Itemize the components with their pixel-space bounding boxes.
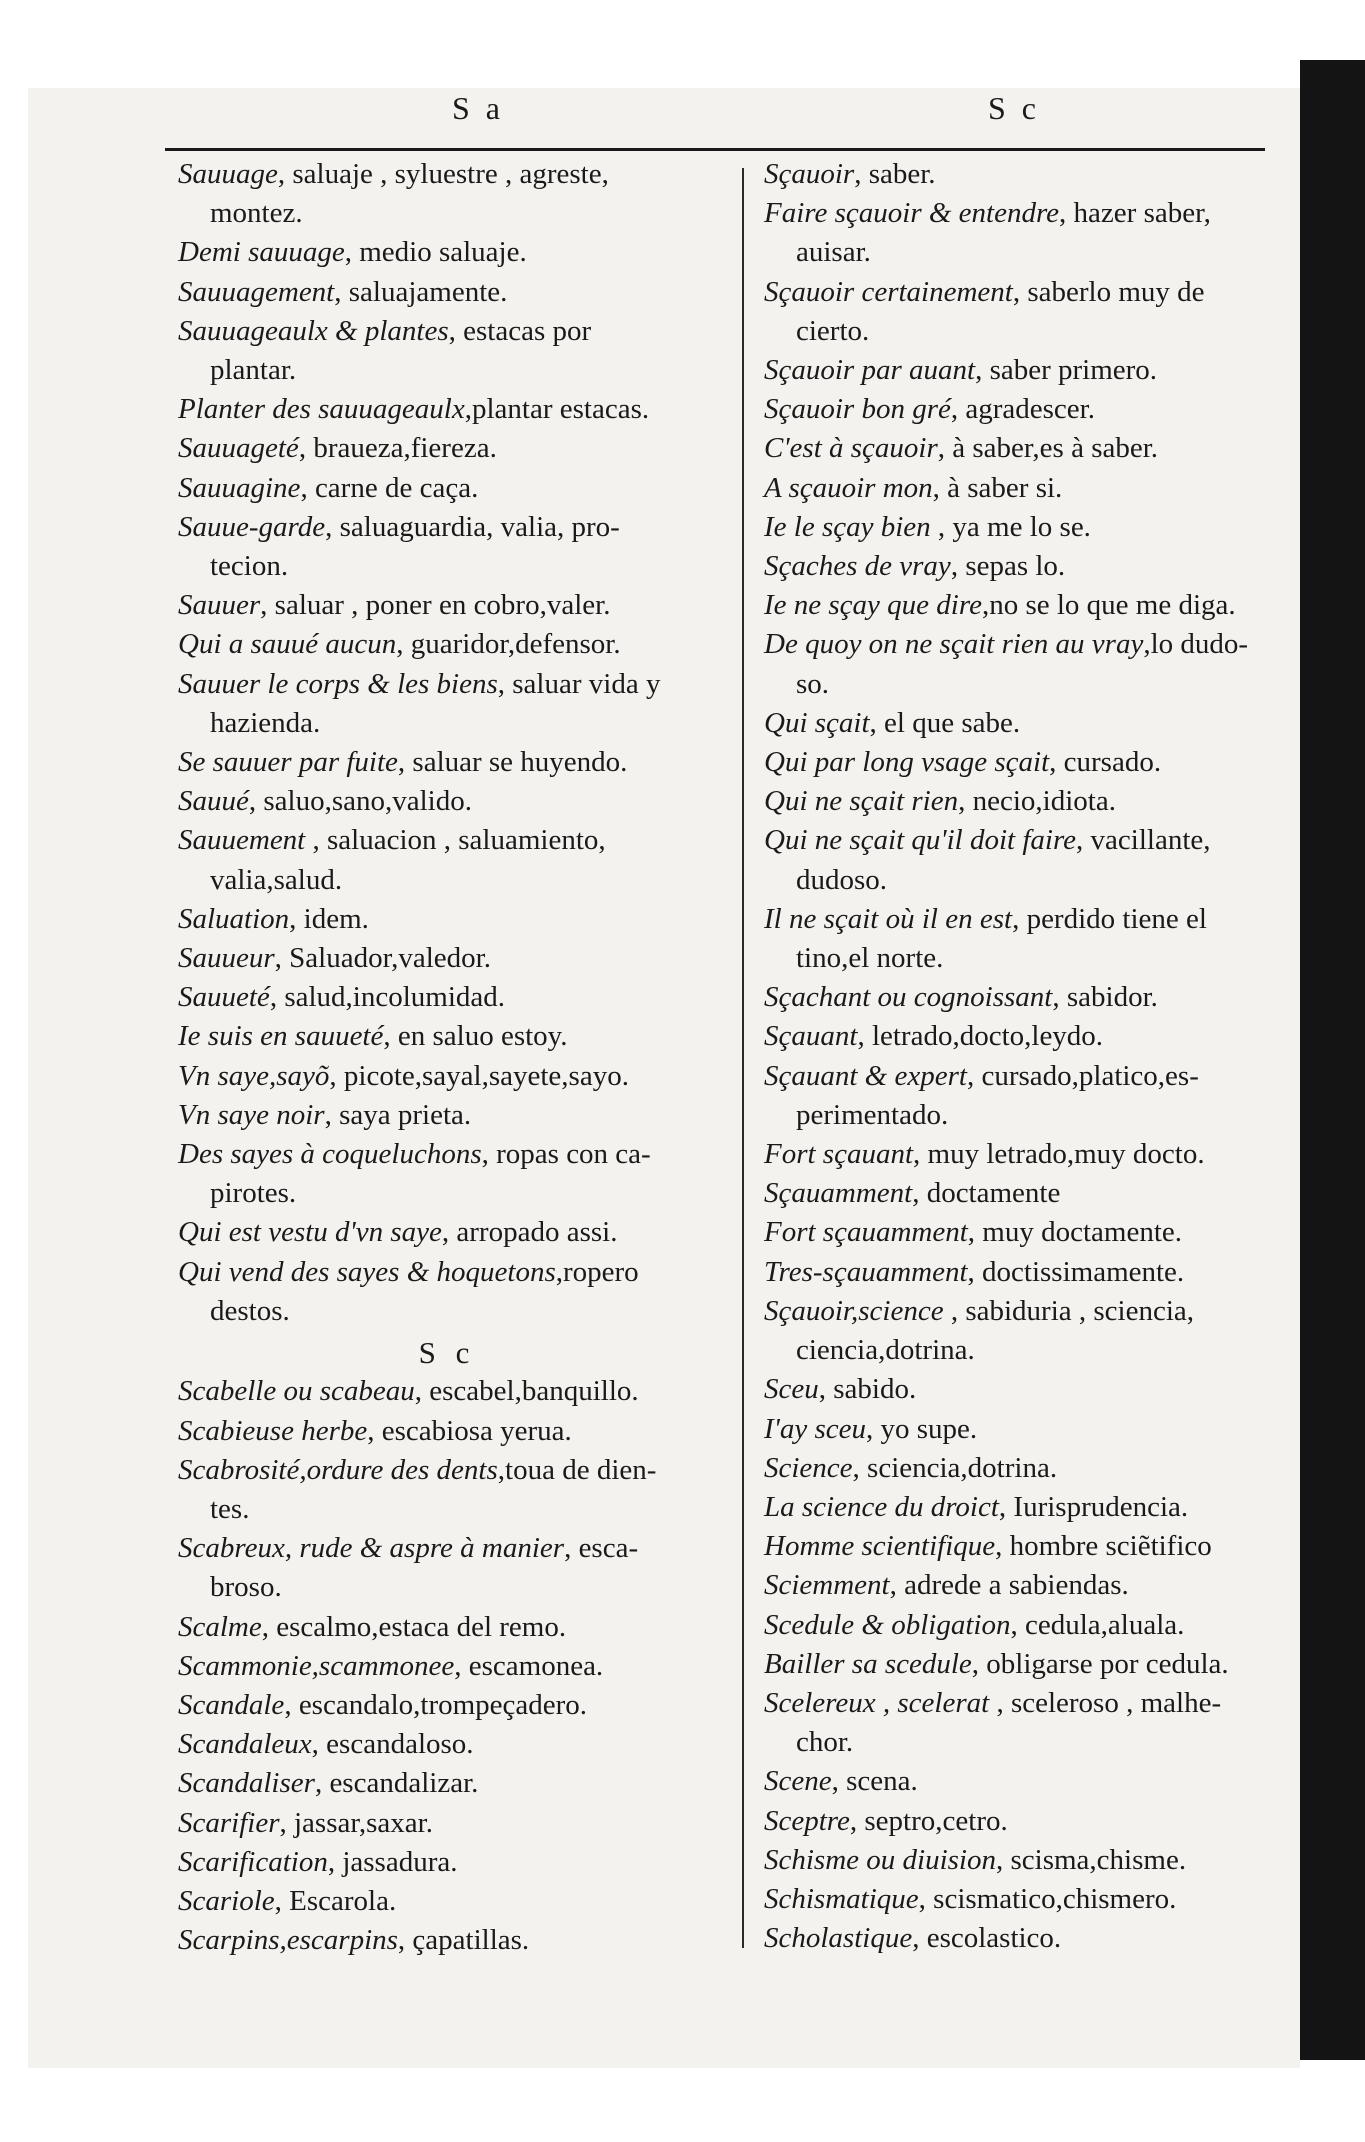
dictionary-entry [178, 1529, 716, 1607]
entry-headword: Sçauoir [764, 158, 855, 190]
entry-headword: Sauuageaulx & plantes [178, 314, 449, 347]
entry-translation: , yo supe. [866, 1412, 978, 1445]
entry-continuation: destos. [210, 1294, 290, 1327]
dictionary-entry [178, 743, 716, 782]
dictionary-entry [178, 782, 716, 821]
entry-translation: ,lo dudo- [1143, 628, 1249, 661]
entry-continuation: tes. [210, 1492, 250, 1525]
entry-headword: Sauueur [178, 942, 275, 975]
entry-headword: I'ay sceu [764, 1412, 867, 1445]
entry-headword: Qui est vestu d'vn saye [178, 1216, 442, 1249]
header-rule [165, 148, 1265, 151]
entry-continuation: hazienda. [210, 706, 321, 739]
entry-translation: , escalmo,estaca del remo. [261, 1610, 567, 1643]
entry-translation: , Escarola. [274, 1884, 397, 1917]
dictionary-entry [764, 782, 1274, 821]
entry-translation: , escabel,banquillo. [414, 1375, 639, 1408]
entry-headword: Scabelle ou scabeau [178, 1375, 415, 1408]
entry-continuation: dudoso. [796, 863, 888, 896]
section-heading: S c [418, 1335, 476, 1371]
entry-continuation: valia,salud. [210, 863, 343, 896]
entry-translation: ,plantar estacas. [464, 393, 650, 426]
dictionary-entry [178, 508, 716, 586]
dictionary-entry [178, 1804, 716, 1843]
entry-headword: Qui ne sçait rien [764, 785, 959, 818]
entry-translation: , obligarse por cedula. [971, 1647, 1229, 1680]
running-head-right: S c [988, 90, 1040, 126]
entry-continuation: plantar. [210, 354, 297, 387]
entry-headword: Sceu [764, 1373, 819, 1406]
dictionary-entry [764, 1606, 1274, 1645]
entry-headword: Sçauamment [764, 1177, 913, 1210]
dictionary-entry [764, 194, 1274, 272]
entry-translation: , saluar , poner en cobro,valer. [260, 589, 611, 622]
entry-continuation: perimentado. [796, 1098, 949, 1131]
entry-translation: , escandalo,trompeçadero. [284, 1688, 588, 1721]
entry-translation: , el que sabe. [869, 706, 1021, 739]
entry-headword: Sauuagine [178, 471, 301, 504]
dictionary-entry [764, 1017, 1274, 1056]
entry-translation: , çapatillas. [397, 1924, 530, 1957]
entry-headword: Fort sçauamment [764, 1216, 968, 1249]
entry-translation: , arropado assi. [441, 1216, 618, 1249]
entry-continuation: cierto. [796, 314, 870, 347]
entry-headword: Scandale [178, 1688, 285, 1721]
dictionary-entry [178, 1253, 716, 1331]
entry-translation: ,ropero [555, 1255, 639, 1288]
entry-headword: Sceptre [764, 1804, 850, 1837]
entry-headword: Scelereux , scelerat [764, 1686, 990, 1719]
entry-headword: Qui ne sçait qu'il doit faire [764, 824, 1077, 857]
dictionary-entry [764, 1292, 1274, 1370]
dictionary-entry [764, 1213, 1274, 1252]
entry-translation: , salud,incolumidad. [269, 981, 505, 1014]
dictionary-entry [178, 390, 716, 429]
dictionary-entry [764, 1566, 1274, 1605]
entry-translation: , idem. [289, 902, 369, 935]
dictionary-entry [764, 273, 1274, 351]
entry-headword: Scandaliser [178, 1767, 315, 1800]
entry-translation: , agradescer. [950, 393, 1095, 426]
dictionary-entry [764, 1880, 1274, 1919]
entry-headword: Sauuagement [178, 275, 335, 308]
dictionary-entry [178, 1213, 716, 1252]
dictionary-entry [764, 469, 1274, 508]
entry-continuation: tecion. [210, 550, 289, 583]
entry-headword: La science du droict [764, 1490, 999, 1523]
entry-headword: Sçauoir bon gré [764, 393, 951, 426]
entry-headword: Qui vend des sayes & hoquetons [178, 1255, 556, 1288]
entry-translation: , à saber,es à saber. [937, 432, 1159, 465]
entry-headword: A sçauoir mon [764, 471, 933, 504]
entry-headword: Ie ne sçay que dire [764, 589, 982, 622]
entry-headword: Scandaleux [178, 1728, 312, 1761]
entry-headword: Sçauoir,science [764, 1294, 944, 1327]
dictionary-entry [178, 312, 716, 390]
dictionary-entry [764, 586, 1274, 625]
entry-translation: , saber. [854, 158, 936, 190]
entry-continuation: chor. [796, 1726, 854, 1759]
entry-headword: Fort sçauant [764, 1138, 914, 1171]
dictionary-entry [178, 625, 716, 664]
entry-headword: Scarification [178, 1845, 328, 1878]
entry-headword: C'est à sçauoir [764, 432, 938, 465]
dictionary-entry [764, 625, 1274, 703]
dictionary-entry [764, 1488, 1274, 1527]
entry-headword: Faire sçauoir & entendre [764, 197, 1060, 230]
running-head-left: S a [452, 90, 504, 126]
entry-translation: , escolastico. [912, 1922, 1062, 1955]
dictionary-entry [178, 429, 716, 468]
entry-continuation: ciencia,dotrina. [796, 1334, 975, 1367]
entry-translation: , saluo,sano,valido. [248, 785, 472, 818]
entry-headword: Sçachant ou cognoissant [764, 981, 1053, 1014]
entry-headword: Scarpins,escarpins [178, 1924, 398, 1957]
entry-translation: , vacillante, [1076, 824, 1211, 857]
entry-translation: , escabiosa yerua. [367, 1414, 572, 1447]
entry-headword: Sçauoir certainement [764, 275, 1013, 308]
entry-headword: Qui sçait [764, 706, 870, 739]
entry-translation: , cedula,aluala. [1010, 1608, 1185, 1641]
entry-headword: Scabieuse herbe [178, 1414, 368, 1447]
entry-headword: Ie le sçay bien [764, 510, 931, 543]
dictionary-entry [764, 547, 1274, 586]
dictionary-entry [178, 1608, 716, 1647]
entry-translation: , muy doctamente. [967, 1216, 1182, 1249]
entry-headword: Planter des sauuageaulx [178, 393, 465, 426]
dictionary-entry [178, 900, 716, 939]
entry-headword: Sauuer [178, 589, 261, 622]
dictionary-entry [764, 1253, 1274, 1292]
entry-translation: , doctissimamente. [967, 1255, 1185, 1288]
entry-translation: , saluar se huyendo. [397, 746, 628, 779]
entry-continuation: broso. [210, 1571, 282, 1604]
entry-translation: , Iurisprudencia. [998, 1490, 1189, 1523]
entry-headword: Homme scientifique [764, 1530, 996, 1563]
entry-headword: Vn saye,sayõ [178, 1059, 330, 1092]
dictionary-entry [764, 1841, 1274, 1880]
entry-translation: , jassar,saxar. [279, 1806, 433, 1839]
dictionary-entry [178, 978, 716, 1017]
entry-headword: Demi sauuage [178, 236, 345, 269]
entry-headword: Schisme ou diuision [764, 1843, 996, 1876]
dictionary-entry [764, 1802, 1274, 1841]
entry-headword: De quoy on ne sçait rien au vray [764, 628, 1144, 661]
dictionary-entry [764, 390, 1274, 429]
entry-translation: , letrado,docto,leydo. [857, 1020, 1104, 1053]
entry-translation: , saluajamente. [334, 275, 508, 308]
dictionary-entry [178, 821, 716, 899]
dictionary-entry [764, 900, 1274, 978]
entry-translation: , escandaloso. [311, 1728, 474, 1761]
entry-translation: , escamonea. [454, 1649, 604, 1682]
entry-headword: Sçauoir par auant [764, 354, 976, 387]
entry-headword: Science [764, 1451, 853, 1484]
dictionary-entry [178, 155, 716, 233]
book-spine-shadow [1300, 60, 1365, 2060]
dictionary-entry [178, 939, 716, 978]
entry-translation: , sabidor. [1052, 981, 1158, 1014]
dictionary-entry [764, 1370, 1274, 1409]
entry-translation: , perdido tiene el [1012, 902, 1207, 935]
entry-translation: , hombre sciẽtifico [995, 1530, 1212, 1563]
dictionary-entry [178, 1647, 716, 1686]
entry-translation: , escandalizar. [314, 1767, 479, 1800]
dictionary-entry [764, 429, 1274, 468]
entry-translation: , saluaje , syluestre , agreste, [277, 158, 609, 190]
left-column [178, 155, 716, 1960]
entry-headword: Qui par long vsage sçait [764, 746, 1050, 779]
entry-translation: , sabido. [818, 1373, 917, 1406]
entry-translation: , adrede a sabiendas. [889, 1569, 1129, 1602]
entry-translation: , saya prieta. [324, 1098, 472, 1131]
entry-translation: , saluaguardia, valia, pro- [325, 510, 620, 543]
entry-headword: Sauuage [178, 158, 278, 190]
entry-translation: , cursado,platico,es- [966, 1059, 1199, 1092]
entry-translation: , doctamente [912, 1177, 1061, 1210]
entry-headword: Sauuement [178, 824, 306, 857]
entry-translation: , septro,cetro. [849, 1804, 1008, 1837]
entry-headword: Scariole [178, 1884, 275, 1917]
entry-headword: Scammonie,scammonee [178, 1649, 455, 1682]
entry-translation: , saluacion , saluamiento, [305, 824, 606, 857]
entry-translation: , jassadura. [327, 1845, 458, 1878]
entry-headword: Scabrosité,ordure des dents [178, 1453, 498, 1486]
dictionary-entry [178, 1882, 716, 1921]
dictionary-entry [764, 1135, 1274, 1174]
dictionary-entry [764, 1762, 1274, 1801]
entry-headword: Qui a sauué aucun [178, 628, 397, 661]
entry-translation: , estacas por [448, 314, 592, 347]
entry-continuation: montez. [210, 197, 303, 230]
entry-headword: Sçauant [764, 1020, 858, 1053]
entry-headword: Vn saye noir [178, 1098, 325, 1131]
dictionary-entry [764, 1919, 1274, 1958]
dictionary-entry [764, 1174, 1274, 1213]
dictionary-entry [764, 1449, 1274, 1488]
entry-translation: , saberlo muy de [1012, 275, 1205, 308]
column-divider [742, 168, 744, 1948]
dictionary-entry [178, 233, 716, 272]
dictionary-entry [764, 978, 1274, 1017]
entry-translation: , saluar vida y [497, 667, 661, 700]
entry-headword: Sauuer le corps & les biens [178, 667, 498, 700]
entry-translation: , saber primero. [975, 354, 1158, 387]
dictionary-entry [178, 469, 716, 508]
dictionary-entry [764, 1645, 1274, 1684]
entry-translation: , braueza,fiereza. [298, 432, 497, 465]
entry-headword: Scholastique [764, 1922, 913, 1955]
entry-headword: Sauué [178, 785, 249, 818]
entry-headword: Tres-sçauamment [764, 1255, 968, 1288]
entry-translation: , necio,idiota. [958, 785, 1116, 818]
dictionary-entry [764, 704, 1274, 743]
entry-headword: Sciemment [764, 1569, 890, 1602]
dictionary-entry [178, 1764, 716, 1803]
entry-translation: , sceleroso , malhe- [989, 1686, 1222, 1719]
entry-translation: , Saluador,valedor. [274, 942, 491, 975]
entry-translation: , muy letrado,muy docto. [913, 1138, 1205, 1171]
dictionary-entry [178, 1921, 716, 1960]
dictionary-entry [764, 508, 1274, 547]
entry-translation: ,toua de dien- [497, 1453, 657, 1486]
entry-headword: Scedule & obligation [764, 1608, 1011, 1641]
dictionary-entry [764, 1527, 1274, 1566]
entry-headword: Des sayes à coqueluchons [178, 1138, 482, 1171]
entry-headword: Scalme [178, 1610, 262, 1643]
dictionary-entry [178, 273, 716, 312]
dictionary-entry [178, 1843, 716, 1882]
entry-continuation: so. [796, 667, 830, 700]
entry-translation: , sepas lo. [950, 550, 1066, 583]
entry-headword: Il ne sçait où il en est [764, 902, 1013, 935]
dictionary-entry [764, 743, 1274, 782]
entry-translation: , cursado. [1049, 746, 1162, 779]
entry-headword: Saluation [178, 902, 290, 935]
dictionary-entry [178, 1412, 716, 1451]
entry-translation: , medio saluaje. [344, 236, 527, 269]
dictionary-entry [178, 1451, 716, 1529]
right-column [764, 155, 1274, 1958]
dictionary-entry [178, 1135, 716, 1213]
dictionary-entry [764, 351, 1274, 390]
dictionary-entry [178, 665, 716, 743]
dictionary-entry [178, 1057, 716, 1096]
dictionary-entry [178, 1686, 716, 1725]
dictionary-entry [764, 1057, 1274, 1135]
dictionary-entry [764, 821, 1274, 899]
entry-translation: , ropas con ca- [481, 1138, 651, 1171]
entry-translation: , à saber si. [932, 471, 1063, 504]
entry-headword: Ie suis en sauueté [178, 1020, 384, 1053]
entry-translation: ,no se lo que me diga. [981, 589, 1236, 622]
entry-continuation: auisar. [796, 236, 871, 269]
entry-headword: Scene [764, 1765, 832, 1798]
entry-headword: Se sauuer par fuite [178, 746, 398, 779]
entry-translation: , en saluo estoy. [383, 1020, 568, 1053]
entry-continuation: tino,el norte. [796, 942, 944, 975]
entry-headword: Bailler sa scedule [764, 1647, 972, 1680]
entry-translation: , hazer saber, [1059, 197, 1211, 230]
entry-headword: Sauueté [178, 981, 270, 1014]
entry-translation: , sciencia,dotrina. [852, 1451, 1058, 1484]
entry-translation: , scisma,chisme. [996, 1843, 1187, 1876]
entry-translation: , sabiduria , sciencia, [943, 1294, 1195, 1327]
entry-headword: Scarifier [178, 1806, 280, 1839]
dictionary-entry [178, 1017, 716, 1056]
entry-headword: Sçaches de vray [764, 550, 951, 583]
entry-headword: Sauue-garde [178, 510, 326, 543]
entry-headword: Sauuageté [178, 432, 299, 465]
entry-continuation: pirotes. [210, 1177, 297, 1210]
entry-translation: , scismatico,chismero. [918, 1882, 1177, 1915]
entry-headword: Schismatique [764, 1882, 919, 1915]
dictionary-entry [178, 1372, 716, 1411]
dictionary-entry [178, 586, 716, 625]
dictionary-entry [178, 1096, 716, 1135]
entry-translation: , scena. [831, 1765, 918, 1798]
entry-translation: , picote,sayal,sayete,sayo. [329, 1059, 629, 1092]
dictionary-entry [764, 1684, 1274, 1762]
entry-translation: , carne de caça. [300, 471, 479, 504]
dictionary-entry [764, 1410, 1274, 1449]
entry-translation: , esca- [564, 1532, 639, 1565]
entry-headword: Scabreux, rude & aspre à manier [178, 1532, 565, 1565]
entry-translation: , ya me lo se. [930, 510, 1091, 543]
dictionary-entry [178, 1725, 716, 1764]
dictionary-entry [764, 155, 1274, 194]
entry-headword: Sçauant & expert [764, 1059, 967, 1092]
entry-translation: , guaridor,defensor. [396, 628, 621, 661]
